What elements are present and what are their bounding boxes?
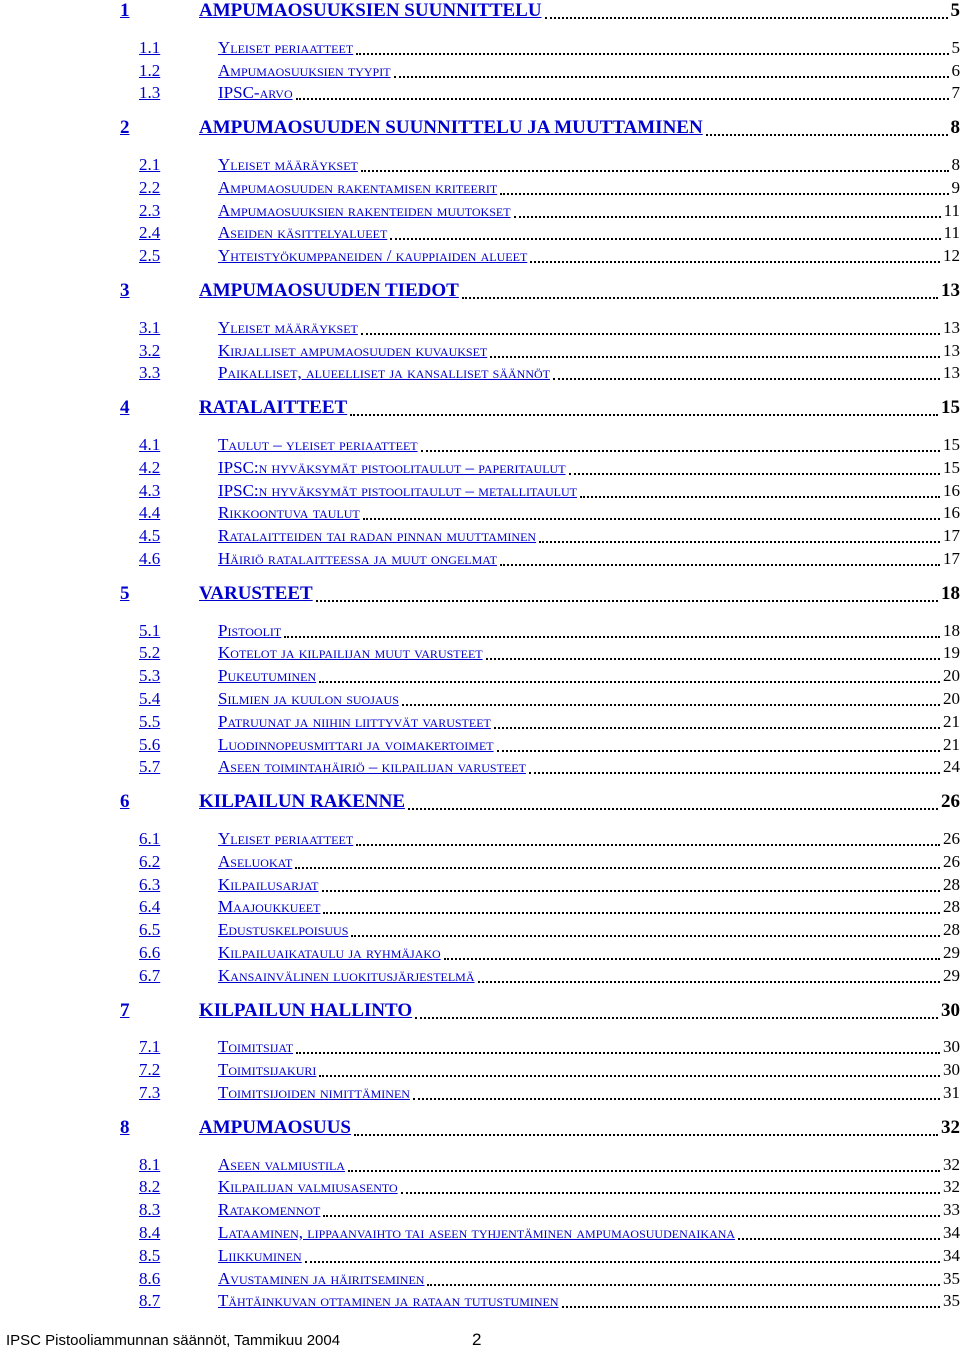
- toc-entry-number[interactable]: 4.6: [139, 549, 161, 568]
- toc-entry-page: 17: [943, 526, 960, 546]
- toc-entry-page: 13: [943, 340, 960, 360]
- toc-entry-number[interactable]: 6.1: [139, 829, 161, 848]
- toc-entry-title[interactable]: Ratalaitteiden tai radan pinnan muuttaminen: [218, 526, 537, 546]
- toc-entry-title[interactable]: Ampumaosuuksien rakenteiden muutokset: [218, 200, 511, 220]
- toc-entry-page: 26: [943, 851, 960, 871]
- toc-entry-title[interactable]: Yleiset määräykset: [218, 155, 358, 174]
- toc-entry-number[interactable]: 5.6: [139, 734, 161, 754]
- toc-entry-page: 9: [951, 177, 960, 197]
- toc-entry-page: 6: [951, 60, 960, 80]
- toc-entry-title[interactable]: Kirjalliset ampumaosuuden kuvaukset: [218, 340, 488, 360]
- toc-entry-title[interactable]: Lataaminen, lippaanvaihto tai aseen tyhjentäminen ampumaosuudenaikana: [218, 1223, 736, 1242]
- toc-entry-page: 28: [943, 897, 960, 917]
- toc-entry-title[interactable]: Maajoukkueet: [218, 897, 321, 917]
- toc-entry-page: 26: [941, 791, 960, 813]
- toc-dot-leader: [305, 1261, 940, 1263]
- toc-entry-title[interactable]: AMPUMAOSUUS: [199, 1116, 351, 1138]
- toc-entry-title[interactable]: Yleiset periaatteet: [218, 37, 354, 57]
- toc-entry-number[interactable]: 2.3: [139, 200, 161, 220]
- toc-entry-title[interactable]: AMPUMAOSUUDEN TIEDOT: [199, 280, 459, 301]
- toc-entry-title[interactable]: Tähtäinkuvan ottaminen ja rataan tutustuminen: [218, 1291, 559, 1311]
- toc-section-entry[interactable]: [0, 435, 960, 457]
- toc-section-entry[interactable]: [0, 526, 960, 548]
- toc-entry-title[interactable]: IPSC:n hyväksymät pistoolitaulut – metallitaulut: [218, 480, 577, 500]
- toc-section-entry[interactable]: [0, 689, 960, 711]
- toc-entry-number[interactable]: 3.2: [139, 340, 161, 360]
- toc-chapter-entry[interactable]: [0, 2, 960, 24]
- toc-entry-page: 28: [943, 920, 960, 940]
- toc-entry-title[interactable]: Häiriö ratalaitteessa ja muut ongelmat: [218, 549, 497, 568]
- toc-chapter-entry[interactable]: [0, 119, 960, 141]
- toc-entry-title[interactable]: Avustaminen ja häiritseminen: [218, 1268, 425, 1288]
- toc-entry-title[interactable]: Paikalliset, alueelliset ja kansalliset säännöt: [218, 363, 550, 383]
- toc-entry-page: 19: [943, 643, 960, 663]
- toc-entry-number[interactable]: 6.3: [139, 874, 161, 894]
- toc-section-entry[interactable]: [0, 155, 960, 177]
- toc-dot-leader: [319, 1075, 940, 1077]
- toc-entry-title[interactable]: Ratakomennot: [218, 1200, 321, 1220]
- toc-entry-page: 11: [943, 223, 960, 243]
- toc-entry-page: 12: [943, 246, 960, 266]
- toc-entry-page: 34: [943, 1223, 960, 1242]
- toc-entry-number[interactable]: 5.2: [139, 643, 161, 663]
- toc-dot-leader: [738, 1238, 940, 1240]
- toc-entry-page: 20: [943, 689, 960, 708]
- footer-document-title: IPSC Pistooliammunnan säännöt, Tammikuu 2004: [6, 1332, 341, 1349]
- toc-dot-leader: [296, 1052, 940, 1054]
- toc-entry-number[interactable]: 1.2: [139, 60, 161, 80]
- toc-entry-title[interactable]: Liikkuminen: [218, 1245, 302, 1265]
- toc-entry-number[interactable]: 6.2: [139, 851, 161, 871]
- toc-entry-title[interactable]: Kotelot ja kilpailijan muut varusteet: [218, 643, 483, 663]
- toc-dot-leader: [415, 1017, 938, 1019]
- toc-dot-leader: [478, 981, 940, 983]
- toc-dot-leader: [323, 1215, 940, 1217]
- toc-dot-leader: [361, 333, 940, 335]
- page-footer: [0, 1328, 960, 1352]
- toc-dot-leader: [500, 193, 949, 195]
- toc-entry-title[interactable]: Toimitsijat: [218, 1037, 294, 1057]
- toc-entry-number[interactable]: 2.2: [139, 177, 161, 197]
- toc-section-entry[interactable]: [0, 1083, 960, 1105]
- toc-entry-title[interactable]: Pukeutuminen: [218, 666, 317, 686]
- toc-entry-page: 16: [943, 503, 960, 523]
- toc-entry-page: 32: [943, 1177, 960, 1197]
- toc-entry-number[interactable]: 6.7: [139, 965, 161, 985]
- toc-entry-page: 30: [943, 1037, 960, 1057]
- toc-section-entry[interactable]: [0, 1269, 960, 1291]
- toc-entry-title[interactable]: Kilpailuaikataulu ja ryhmäjako: [218, 943, 441, 962]
- toc-entry-number[interactable]: 5: [120, 582, 130, 604]
- toc-entry-number[interactable]: 1.1: [139, 37, 161, 57]
- toc-entry-page: 32: [941, 1116, 960, 1138]
- toc-section-entry[interactable]: [0, 875, 960, 897]
- toc-entry-page: 5: [951, 37, 960, 57]
- toc-entry-number[interactable]: 5.7: [139, 757, 161, 777]
- toc-section-entry[interactable]: [0, 503, 960, 525]
- toc-dot-leader: [462, 297, 938, 299]
- toc-section-entry[interactable]: [0, 1177, 960, 1199]
- toc-section-entry[interactable]: [0, 83, 960, 105]
- toc-entry-number[interactable]: 7.2: [139, 1060, 161, 1080]
- toc-entry-number[interactable]: 8.5: [139, 1245, 161, 1265]
- toc-dot-leader: [356, 53, 949, 55]
- toc-entry-number[interactable]: 6.5: [139, 920, 161, 940]
- toc-entry-page: 35: [943, 1291, 960, 1311]
- toc-section-entry[interactable]: [0, 481, 960, 503]
- toc-dot-leader: [530, 261, 940, 263]
- toc-entry-title[interactable]: VARUSTEET: [199, 582, 313, 604]
- toc-entry-page: 17: [943, 549, 960, 568]
- toc-entry-title[interactable]: KILPAILUN HALLINTO: [199, 999, 413, 1021]
- toc-entry-number[interactable]: 3.3: [139, 363, 161, 383]
- toc-dot-leader: [553, 378, 940, 380]
- toc-entry-title[interactable]: Aseiden käsittelyalueet: [218, 223, 388, 243]
- toc-section-entry[interactable]: [0, 363, 960, 385]
- toc-section-entry[interactable]: [0, 549, 960, 571]
- toc-dot-leader: [356, 844, 940, 846]
- toc-entry-number[interactable]: 1.3: [139, 83, 161, 103]
- toc-section-entry[interactable]: [0, 1060, 960, 1082]
- toc-entry-title[interactable]: Taulut – yleiset periaatteet: [218, 435, 418, 454]
- toc-entry-number[interactable]: 4.1: [139, 435, 161, 454]
- toc-section-entry[interactable]: [0, 943, 960, 965]
- toc-entry-title[interactable]: RATALAITTEET: [199, 397, 348, 419]
- toc-chapter-entry[interactable]: [0, 282, 960, 304]
- toc-section-entry[interactable]: [0, 201, 960, 223]
- toc-section-entry[interactable]: [0, 1155, 960, 1177]
- toc-dot-leader: [319, 681, 940, 683]
- toc-dot-leader: [323, 912, 940, 914]
- toc-dot-leader: [350, 414, 938, 416]
- toc-entry-page: 33: [943, 1200, 960, 1220]
- toc-entry-title[interactable]: Luodinnopeusmittari ja voimakertoimet: [218, 734, 494, 754]
- toc-entry-page: 13: [943, 317, 960, 337]
- toc-entry-page: 16: [943, 480, 960, 500]
- toc-section-entry[interactable]: [0, 318, 960, 340]
- toc-section-entry[interactable]: [0, 246, 960, 268]
- toc-entry-page: 24: [943, 757, 960, 777]
- toc-section-entry[interactable]: [0, 829, 960, 851]
- toc-entry-page: 7: [951, 83, 960, 103]
- toc-entry-title[interactable]: AMPUMAOSUUKSIEN SUUNNITTELU: [199, 0, 542, 21]
- toc-dot-leader: [562, 1306, 940, 1308]
- toc-section-entry[interactable]: [0, 897, 960, 919]
- toc-entry-page: 15: [943, 457, 960, 477]
- toc-dot-leader: [348, 1170, 940, 1172]
- toc-entry-page: 31: [943, 1083, 960, 1102]
- toc-dot-leader: [514, 216, 941, 218]
- toc-entry-number[interactable]: 2.5: [139, 246, 161, 266]
- toc-section-entry[interactable]: [0, 966, 960, 988]
- toc-dot-leader: [497, 750, 940, 752]
- toc-dot-leader: [295, 867, 940, 869]
- toc-section-entry[interactable]: [0, 341, 960, 363]
- toc-section-entry[interactable]: [0, 852, 960, 874]
- toc-dot-leader: [363, 518, 940, 520]
- toc-entry-title[interactable]: AMPUMAOSUUDEN SUUNNITTELU JA MUUTTAMINEN: [199, 117, 703, 139]
- toc-dot-leader: [486, 658, 940, 660]
- toc-entry-number[interactable]: 8.4: [139, 1223, 161, 1242]
- toc-section-entry[interactable]: [0, 1200, 960, 1222]
- toc-dot-leader: [351, 935, 940, 937]
- toc-dot-leader: [490, 356, 940, 358]
- toc-dot-leader: [284, 636, 940, 638]
- toc-entry-number[interactable]: 5.5: [139, 711, 161, 731]
- toc-dot-leader: [545, 17, 948, 19]
- toc-entry-number[interactable]: 8.1: [139, 1154, 161, 1174]
- toc-entry-title[interactable]: Toimitsijakuri: [218, 1060, 317, 1080]
- toc-dot-leader: [421, 450, 940, 452]
- toc-entry-number[interactable]: 8.2: [139, 1177, 161, 1197]
- toc-entry-number[interactable]: 6: [120, 791, 130, 813]
- toc-section-entry[interactable]: [0, 757, 960, 779]
- toc-dot-leader: [354, 1134, 938, 1136]
- toc-dot-leader: [316, 600, 938, 602]
- toc-entry-number[interactable]: 6.6: [139, 943, 161, 962]
- toc-section-entry[interactable]: [0, 38, 960, 60]
- toc-chapter-entry[interactable]: [0, 1116, 960, 1141]
- toc-entry-page: 13: [943, 363, 960, 383]
- toc-entry-number[interactable]: 7.3: [139, 1083, 161, 1102]
- toc-entry-page: 35: [943, 1268, 960, 1288]
- toc-chapter-entry[interactable]: [0, 793, 960, 815]
- toc-dot-leader: [706, 134, 948, 136]
- toc-section-entry[interactable]: [0, 1037, 960, 1059]
- toc-entry-page: 26: [943, 829, 960, 848]
- toc-dot-leader: [529, 772, 940, 774]
- toc-entry-title[interactable]: Yhteistyökumppaneiden / kauppiaiden alueet: [218, 246, 528, 266]
- toc-section-entry[interactable]: [0, 621, 960, 643]
- toc-entry-title[interactable]: Aseen valmiustila: [218, 1154, 345, 1174]
- toc-entry-page: 30: [943, 1060, 960, 1080]
- toc-chapter-entry[interactable]: [0, 582, 960, 607]
- toc-dot-leader: [569, 473, 940, 475]
- toc-entry-number[interactable]: 6.4: [139, 897, 161, 917]
- toc-dot-leader: [296, 98, 949, 100]
- toc-section-entry[interactable]: [0, 223, 960, 245]
- toc-entry-title[interactable]: Kilpailijan valmiusasento: [218, 1177, 398, 1197]
- toc-dot-leader: [500, 564, 940, 566]
- toc-entry-number[interactable]: 4.3: [139, 480, 161, 500]
- toc-dot-leader: [361, 170, 949, 172]
- toc-section-entry[interactable]: [0, 1291, 960, 1313]
- toc-entry-number[interactable]: 3.1: [139, 317, 161, 337]
- toc-dot-leader: [408, 808, 938, 810]
- toc-entry-number[interactable]: 7.1: [139, 1037, 161, 1057]
- toc-entry-number[interactable]: 8: [120, 1116, 130, 1138]
- toc-entry-page: 21: [943, 734, 960, 754]
- toc-dot-leader: [413, 1098, 940, 1100]
- toc-entry-title[interactable]: Kilpailusarjat: [218, 874, 319, 894]
- toc-dot-leader: [401, 1192, 940, 1194]
- toc-entry-title[interactable]: Yleiset periaatteet: [218, 829, 354, 848]
- toc-dot-leader: [427, 1284, 940, 1286]
- toc-entry-number[interactable]: 5.1: [139, 620, 161, 640]
- toc-entry-number[interactable]: 8.7: [139, 1291, 161, 1311]
- toc-section-entry[interactable]: [0, 643, 960, 665]
- toc-entry-page: 8: [951, 155, 960, 174]
- toc-entry-page: 11: [943, 200, 960, 220]
- toc-section-entry[interactable]: [0, 61, 960, 83]
- toc-section-entry[interactable]: [0, 1246, 960, 1268]
- toc-entry-number[interactable]: 1: [120, 0, 130, 21]
- toc-entry-page: 8: [950, 117, 960, 139]
- toc-dot-leader: [580, 496, 940, 498]
- toc-entry-page: 28: [943, 874, 960, 894]
- toc-section-entry[interactable]: [0, 178, 960, 200]
- toc-dot-leader: [402, 704, 940, 706]
- footer-page-number: 2: [472, 1330, 482, 1349]
- toc-entry-number[interactable]: 8.3: [139, 1200, 161, 1220]
- toc-entry-page: 21: [943, 711, 960, 731]
- toc-entry-page: 34: [943, 1245, 960, 1265]
- toc-entry-title[interactable]: Silmien ja kuulon suojaus: [218, 689, 399, 708]
- toc-dot-leader: [390, 238, 941, 240]
- toc-section-entry[interactable]: [0, 666, 960, 688]
- toc-entry-title[interactable]: Patruunat ja niihin liittyvät varusteet: [218, 711, 491, 731]
- toc-entry-page: 5: [950, 0, 960, 21]
- toc-entry-page: 30: [941, 999, 960, 1021]
- toc-entry-title[interactable]: Aseen toimintahäiriö – kilpailijan varusteet: [218, 757, 526, 777]
- toc-entry-page: 29: [943, 965, 960, 985]
- toc-entry-page: 13: [941, 280, 960, 301]
- toc-entry-page: 18: [943, 620, 960, 640]
- toc-dot-leader: [394, 76, 949, 78]
- toc-chapter-entry[interactable]: [0, 999, 960, 1024]
- toc-entry-page: 18: [941, 582, 960, 604]
- toc-entry-title[interactable]: Yleiset määräykset: [218, 317, 358, 337]
- toc-entry-page: 29: [943, 943, 960, 962]
- toc-entry-page: 15: [943, 435, 960, 454]
- toc-dot-leader: [539, 541, 940, 543]
- toc-entry-number[interactable]: 4.2: [139, 457, 161, 477]
- toc-entry-number[interactable]: 5.4: [139, 689, 161, 708]
- toc-entry-number[interactable]: 2: [120, 117, 130, 139]
- toc-dot-leader: [494, 727, 940, 729]
- toc-entry-number[interactable]: 5.3: [139, 666, 161, 686]
- toc-entry-number[interactable]: 2.4: [139, 223, 161, 243]
- toc-entry-title[interactable]: IPSC-arvo: [218, 83, 293, 103]
- toc-entry-number[interactable]: 4.4: [139, 503, 161, 523]
- toc-entry-number[interactable]: 8.6: [139, 1268, 161, 1288]
- toc-entry-title[interactable]: Rikkoontuva taulut: [218, 503, 360, 523]
- toc-entry-title[interactable]: KILPAILUN RAKENNE: [199, 791, 406, 813]
- toc-section-entry[interactable]: [0, 1223, 960, 1245]
- toc-entry-number[interactable]: 3: [120, 280, 130, 301]
- toc-entry-title[interactable]: Pistoolit: [218, 620, 282, 640]
- toc-chapter-entry[interactable]: [0, 399, 960, 421]
- toc-entry-number[interactable]: 4: [120, 397, 130, 419]
- toc-section-entry[interactable]: [0, 712, 960, 734]
- toc-entry-title[interactable]: Toimitsijoiden nimittäminen: [218, 1083, 410, 1102]
- toc-section-entry[interactable]: [0, 735, 960, 757]
- toc-dot-leader: [444, 958, 940, 960]
- toc-entry-title[interactable]: Kansainvälinen luokitusjärjestelmä: [218, 965, 475, 985]
- toc-entry-title[interactable]: Ampumaosuuksien tyypit: [218, 60, 391, 80]
- toc-entry-page: 15: [941, 397, 960, 419]
- toc-entry-number[interactable]: 2.1: [139, 155, 161, 174]
- toc-entry-number[interactable]: 4.5: [139, 526, 161, 546]
- toc-entry-title[interactable]: Aseluokat: [218, 851, 293, 871]
- toc-section-entry[interactable]: [0, 920, 960, 942]
- toc-dot-leader: [322, 890, 940, 892]
- toc-entry-number[interactable]: 7: [120, 999, 130, 1021]
- toc-entry-title[interactable]: Edustuskelpoisuus: [218, 920, 349, 940]
- toc-entry-title[interactable]: Ampumaosuuden rakentamisen kriteerit: [218, 177, 498, 197]
- toc-entry-page: 32: [943, 1154, 960, 1174]
- toc-entry-page: 20: [943, 666, 960, 686]
- toc-section-entry[interactable]: [0, 458, 960, 480]
- toc-entry-title[interactable]: IPSC:n hyväksymät pistoolitaulut – paperitaulut: [218, 457, 566, 477]
